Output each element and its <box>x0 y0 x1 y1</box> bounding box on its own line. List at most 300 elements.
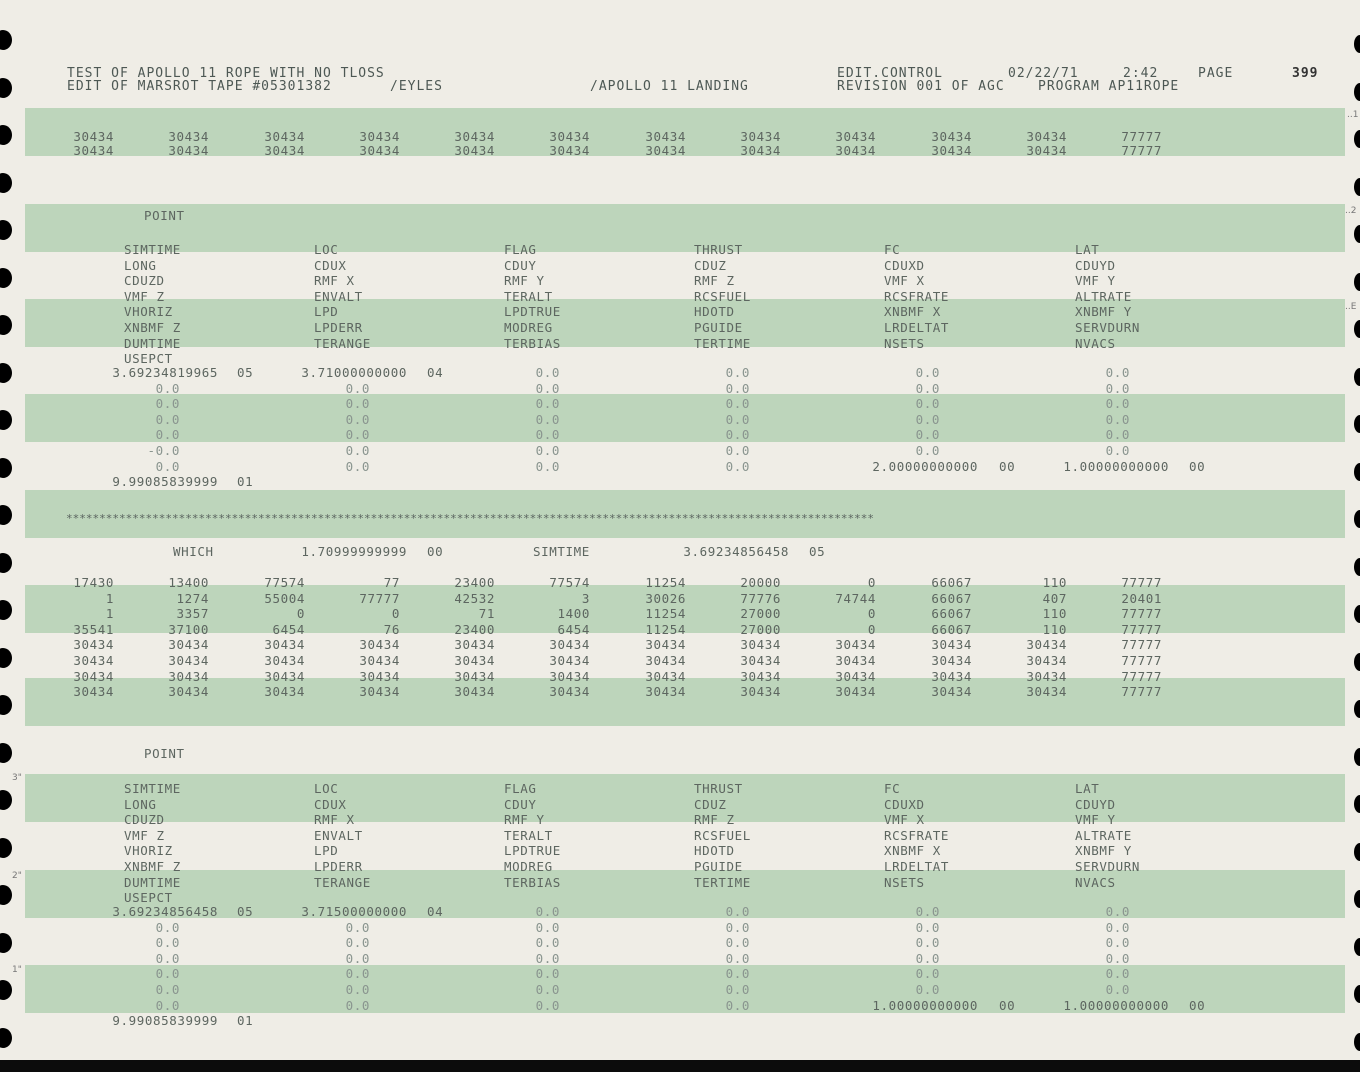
field-label: FLAG <box>504 242 537 257</box>
field-label: USEPCT <box>124 890 173 906</box>
octal-cell: 30434 <box>740 668 781 684</box>
page-bottom-edge <box>0 1060 1360 1072</box>
point-label: POINT <box>144 208 185 223</box>
value-zero: 0.0 <box>1105 966 1130 982</box>
value-zero: 0.0 <box>155 427 180 443</box>
field-label: THRUST <box>694 781 743 796</box>
feed-hole <box>1354 558 1360 576</box>
green-band <box>25 394 1345 442</box>
value-zero: 0.0 <box>345 997 370 1013</box>
field-label: HDOTD <box>694 843 735 859</box>
field-label: LPDTRUE <box>504 843 561 859</box>
field-label: HDOTD <box>694 304 735 320</box>
field-label: CDUZ <box>694 796 727 812</box>
value-simtime: 3.69234856458 <box>112 904 218 919</box>
feed-hole <box>0 220 12 240</box>
field-label: NVACS <box>1075 874 1116 890</box>
value-zero: 0.0 <box>535 919 560 935</box>
value-loc: 3.71000000000 <box>301 365 407 380</box>
feed-hole <box>1354 368 1360 386</box>
field-label: XNBMF X <box>884 304 941 320</box>
octal-cell: 1 <box>105 606 114 622</box>
feed-hole <box>0 410 12 430</box>
octal-cell: 30434 <box>454 653 495 668</box>
field-label: CDUZD <box>124 812 165 828</box>
octal-cell: 11254 <box>645 606 686 622</box>
octal-cell: 30434 <box>1026 684 1067 700</box>
value-dumtime: 9.99085839999 <box>112 474 218 490</box>
feed-hole <box>0 125 12 145</box>
field-label: XNBMF Y <box>1075 304 1132 320</box>
field-label: FLAG <box>504 781 537 796</box>
value-zero: 0.0 <box>155 380 180 396</box>
value-exponent: 05 <box>237 365 254 380</box>
octal-cell: 30434 <box>931 143 972 158</box>
octal-cell: 66067 <box>931 575 972 590</box>
feed-hole <box>0 30 12 50</box>
simtime-value: 3.69234856458 <box>683 544 789 559</box>
margin-mark: 2" <box>12 871 22 881</box>
field-label: RMF Y <box>504 273 545 289</box>
field-label: CDUYD <box>1075 257 1116 273</box>
value-zero: 0.0 <box>345 443 370 458</box>
field-label: LPD <box>314 304 339 320</box>
field-label: XNBMF X <box>884 843 941 859</box>
field-label: RMF Z <box>694 273 735 289</box>
octal-cell: 0 <box>867 606 876 622</box>
value-zero: 0.0 <box>345 935 370 951</box>
octal-cell: 30434 <box>931 653 972 668</box>
octal-cell: 30434 <box>168 637 209 653</box>
value-dumtime: 9.99085839999 <box>112 1013 218 1029</box>
feed-hole <box>1354 890 1360 908</box>
field-label: XNBMF Z <box>124 859 181 874</box>
field-label: CDUXD <box>884 796 925 812</box>
octal-cell: 30434 <box>73 653 114 668</box>
field-label: CDUY <box>504 796 537 812</box>
octal-cell: 3357 <box>176 606 209 622</box>
value-zero: 0.0 <box>725 919 750 935</box>
feed-hole <box>0 743 12 763</box>
value-exponent: 04 <box>427 365 444 380</box>
value-zero: 0.0 <box>155 966 180 982</box>
field-label: LAT <box>1075 781 1100 796</box>
margin-mark: 1" <box>12 965 22 975</box>
field-label: CDUZ <box>694 257 727 273</box>
value-fc: 2.00000000000 <box>872 458 978 474</box>
green-band <box>25 870 1345 918</box>
field-label: TERALT <box>504 827 553 843</box>
octal-cell: 30026 <box>645 590 686 606</box>
value-zero: 0.0 <box>725 935 750 951</box>
octal-cell: 66067 <box>931 606 972 622</box>
octal-cell: 30434 <box>264 129 305 144</box>
value-zero: 0.0 <box>535 365 560 380</box>
octal-cell: 30434 <box>359 129 400 144</box>
field-label: THRUST <box>694 242 743 257</box>
value-zero: 0.0 <box>725 458 750 474</box>
value-zero: 0.0 <box>155 458 180 474</box>
octal-cell: 1274 <box>176 590 209 606</box>
octal-cell: 17430 <box>73 575 114 590</box>
octal-cell: 0 <box>296 606 305 622</box>
field-label: USEPCT <box>124 351 173 367</box>
value-zero: 0.0 <box>725 411 750 427</box>
simtime-label: SIMTIME <box>533 544 590 559</box>
octal-cell: 30434 <box>168 143 209 158</box>
octal-cell: 77777 <box>1121 143 1162 158</box>
field-label: PGUIDE <box>694 859 743 874</box>
margin-mark: ..E <box>1345 302 1357 312</box>
feed-hole <box>1354 653 1360 671</box>
value-zero: 0.0 <box>535 997 560 1013</box>
octal-cell: 110 <box>1042 575 1067 590</box>
field-label: LONG <box>124 796 157 812</box>
value-zero: 0.0 <box>155 396 180 412</box>
octal-cell: 11254 <box>645 621 686 637</box>
field-label: SIMTIME <box>124 781 181 796</box>
octal-cell: 66067 <box>931 621 972 637</box>
value-zero: 0.0 <box>1105 396 1130 412</box>
field-label: ALTRATE <box>1075 827 1132 843</box>
octal-cell: 30434 <box>645 143 686 158</box>
value-fc: 1.00000000000 <box>872 997 978 1013</box>
feed-hole <box>1354 1033 1360 1051</box>
feed-hole <box>1354 748 1360 766</box>
octal-cell: 27000 <box>740 621 781 637</box>
value-zero: 0.0 <box>345 411 370 427</box>
value-lat: 1.00000000000 <box>1063 997 1169 1013</box>
feed-hole <box>0 315 12 335</box>
field-label: LPDTRUE <box>504 304 561 320</box>
octal-cell: 77 <box>383 575 400 590</box>
value-zero: 0.0 <box>915 966 940 982</box>
value-exponent: 00 <box>999 458 1016 474</box>
field-label: FC <box>884 781 901 796</box>
octal-cell: 30434 <box>1026 653 1067 668</box>
octal-cell: 30434 <box>73 129 114 144</box>
value-zero: 0.0 <box>725 982 750 997</box>
header-program: PROGRAM AP11ROPE <box>1038 79 1180 94</box>
header-page-number: 399 <box>1292 66 1319 81</box>
field-label: MODREG <box>504 320 553 335</box>
value-zero: 0.0 <box>1105 427 1130 443</box>
feed-hole <box>1354 35 1360 53</box>
octal-cell: 110 <box>1042 606 1067 622</box>
value-zero: 0.0 <box>915 365 940 380</box>
value-zero: 0.0 <box>345 380 370 396</box>
octal-cell: 30434 <box>168 668 209 684</box>
octal-cell: 35541 <box>73 621 114 637</box>
value-zero: -0.0 <box>147 443 180 458</box>
octal-cell: 77777 <box>1121 606 1162 622</box>
value-zero: 0.0 <box>725 365 750 380</box>
field-label: XNBMF Z <box>124 320 181 335</box>
octal-cell: 30434 <box>264 637 305 653</box>
field-label: TERANGE <box>314 335 371 351</box>
value-zero: 0.0 <box>1105 411 1130 427</box>
feed-hole <box>0 695 12 715</box>
feed-hole <box>1354 415 1360 433</box>
octal-cell: 13400 <box>168 575 209 590</box>
octal-cell: 30434 <box>264 143 305 158</box>
octal-cell: 71 <box>478 606 495 622</box>
field-label: NVACS <box>1075 335 1116 351</box>
field-label: MODREG <box>504 859 553 874</box>
value-zero: 0.0 <box>725 997 750 1013</box>
field-label: RMF Y <box>504 812 545 828</box>
octal-cell: 11254 <box>645 575 686 590</box>
feed-hole <box>1354 225 1360 243</box>
octal-cell: 30434 <box>931 684 972 700</box>
value-zero: 0.0 <box>725 904 750 919</box>
value-zero: 0.0 <box>915 904 940 919</box>
octal-cell: 30434 <box>549 143 590 158</box>
value-zero: 0.0 <box>345 966 370 982</box>
octal-cell: 30434 <box>549 129 590 144</box>
tractor-feed-right <box>1352 0 1360 1060</box>
field-label: LPDERR <box>314 859 363 874</box>
value-zero: 0.0 <box>1105 365 1130 380</box>
octal-cell: 30434 <box>740 637 781 653</box>
value-zero: 0.0 <box>155 919 180 935</box>
feed-hole <box>0 458 12 478</box>
octal-cell: 77574 <box>549 575 590 590</box>
octal-cell: 30434 <box>454 637 495 653</box>
value-exponent: 04 <box>427 904 444 919</box>
field-label: CDUX <box>314 796 347 812</box>
field-label: LRDELTAT <box>884 320 950 335</box>
feed-hole <box>1354 938 1360 956</box>
octal-cell: 6454 <box>557 621 590 637</box>
field-label: VMF Y <box>1075 812 1116 828</box>
value-zero: 0.0 <box>535 380 560 396</box>
octal-cell: 30434 <box>645 653 686 668</box>
point-label: POINT <box>144 746 185 761</box>
field-label: DUMTIME <box>124 335 181 351</box>
value-exponent: 05 <box>809 544 826 559</box>
value-exponent: 01 <box>237 1013 254 1029</box>
octal-cell: 77777 <box>1121 621 1162 637</box>
octal-cell: 30434 <box>73 143 114 158</box>
field-label: CDUXD <box>884 257 925 273</box>
octal-cell: 0 <box>867 621 876 637</box>
field-label: LRDELTAT <box>884 859 950 874</box>
value-zero: 0.0 <box>1105 443 1130 458</box>
field-label: TERANGE <box>314 874 371 890</box>
field-label: LAT <box>1075 242 1100 257</box>
octal-cell: 30434 <box>454 129 495 144</box>
field-label: XNBMF Y <box>1075 843 1132 859</box>
octal-cell: 30434 <box>835 637 876 653</box>
margin-mark: ..1 <box>1347 110 1359 120</box>
octal-cell: 30434 <box>835 143 876 158</box>
field-label: VHORIZ <box>124 304 173 320</box>
value-zero: 0.0 <box>915 982 940 997</box>
field-label: SERVDURN <box>1075 320 1141 335</box>
octal-cell: 1 <box>105 590 114 606</box>
value-zero: 0.0 <box>1105 950 1130 966</box>
field-label: LOC <box>314 781 339 796</box>
header-author: /EYLES <box>390 79 443 94</box>
octal-cell: 30434 <box>1026 129 1067 144</box>
value-zero: 0.0 <box>725 427 750 443</box>
value-zero: 0.0 <box>915 919 940 935</box>
octal-cell: 23400 <box>454 621 495 637</box>
octal-cell: 0 <box>391 606 400 622</box>
header-page-label: PAGE <box>1198 66 1234 81</box>
green-band <box>25 774 1345 822</box>
octal-cell: 30434 <box>359 653 400 668</box>
feed-hole <box>0 268 12 288</box>
feed-hole <box>1354 130 1360 148</box>
value-zero: 0.0 <box>725 966 750 982</box>
value-zero: 0.0 <box>535 443 560 458</box>
header-revision: REVISION 001 OF AGC <box>837 79 1005 94</box>
value-zero: 0.0 <box>535 966 560 982</box>
separator-stars: ************************************************************************************************************************** <box>66 512 874 525</box>
octal-cell: 30434 <box>1026 143 1067 158</box>
octal-cell: 37100 <box>168 621 209 637</box>
field-label: RMF X <box>314 273 355 289</box>
octal-cell: 30434 <box>359 637 400 653</box>
feed-hole <box>0 505 12 525</box>
field-label: NSETS <box>884 874 925 890</box>
value-zero: 0.0 <box>345 458 370 474</box>
octal-cell: 76 <box>383 621 400 637</box>
value-zero: 0.0 <box>915 443 940 458</box>
value-exponent: 01 <box>237 474 254 490</box>
field-label: DUMTIME <box>124 874 181 890</box>
octal-cell: 30434 <box>549 653 590 668</box>
value-zero: 0.0 <box>1105 935 1130 951</box>
value-zero: 0.0 <box>535 904 560 919</box>
field-label: FC <box>884 242 901 257</box>
octal-cell: 77777 <box>359 590 400 606</box>
feed-hole <box>1354 463 1360 481</box>
octal-cell: 77574 <box>264 575 305 590</box>
value-zero: 0.0 <box>535 427 560 443</box>
feed-hole <box>0 790 12 810</box>
value-zero: 0.0 <box>725 380 750 396</box>
value-zero: 0.0 <box>915 380 940 396</box>
octal-cell: 30434 <box>645 684 686 700</box>
field-label: CDUYD <box>1075 796 1116 812</box>
feed-hole <box>0 600 12 620</box>
octal-cell: 20000 <box>740 575 781 590</box>
field-label: RCSFUEL <box>694 288 751 304</box>
feed-hole <box>0 173 12 193</box>
value-zero: 0.0 <box>915 427 940 443</box>
field-label: LPD <box>314 843 339 859</box>
octal-cell: 30434 <box>168 653 209 668</box>
which-value: 1.70999999999 <box>301 544 407 559</box>
feed-hole <box>1354 700 1360 718</box>
octal-cell: 110 <box>1042 621 1067 637</box>
field-label: CDUX <box>314 257 347 273</box>
octal-cell: 30434 <box>454 684 495 700</box>
octal-cell: 30434 <box>835 653 876 668</box>
field-label: RCSFRATE <box>884 827 950 843</box>
field-label: LPDERR <box>314 320 363 335</box>
field-label: VMF Z <box>124 288 165 304</box>
octal-cell: 30434 <box>549 684 590 700</box>
octal-cell: 74744 <box>835 590 876 606</box>
value-zero: 0.0 <box>535 935 560 951</box>
field-label: LOC <box>314 242 339 257</box>
octal-cell: 30434 <box>645 637 686 653</box>
octal-cell: 30434 <box>645 668 686 684</box>
value-zero: 0.0 <box>1105 904 1130 919</box>
octal-cell: 30434 <box>645 129 686 144</box>
field-label: ENVALT <box>314 288 363 304</box>
octal-cell: 77777 <box>1121 684 1162 700</box>
octal-cell: 1400 <box>557 606 590 622</box>
value-zero: 0.0 <box>155 997 180 1013</box>
octal-cell: 30434 <box>835 684 876 700</box>
feed-hole <box>0 933 12 953</box>
feed-hole <box>1354 83 1360 101</box>
margin-mark: ..2 <box>1345 206 1357 216</box>
value-simtime: 3.69234819965 <box>112 365 218 380</box>
margin-mark: 3" <box>12 773 22 783</box>
octal-cell: 77777 <box>1121 575 1162 590</box>
octal-cell: 66067 <box>931 590 972 606</box>
octal-cell: 23400 <box>454 575 495 590</box>
header-time: 2:42 <box>1123 66 1159 81</box>
field-label: ENVALT <box>314 827 363 843</box>
feed-hole <box>0 838 12 858</box>
octal-cell: 77777 <box>1121 653 1162 668</box>
field-label: SERVDURN <box>1075 859 1141 874</box>
field-label: RMF X <box>314 812 355 828</box>
field-label: RCSFUEL <box>694 827 751 843</box>
value-zero: 0.0 <box>915 950 940 966</box>
value-zero: 0.0 <box>345 982 370 997</box>
value-zero: 0.0 <box>725 443 750 458</box>
field-label: VHORIZ <box>124 843 173 859</box>
value-loc: 3.71500000000 <box>301 904 407 919</box>
value-zero: 0.0 <box>345 396 370 412</box>
field-label: TERBIAS <box>504 874 561 890</box>
header-title: TEST OF APOLLO 11 ROPE WITH NO TLOSS <box>67 66 385 81</box>
feed-hole <box>1354 985 1360 1003</box>
feed-hole <box>0 885 12 905</box>
octal-cell: 6454 <box>272 621 305 637</box>
octal-cell: 77777 <box>1121 129 1162 144</box>
value-zero: 0.0 <box>535 458 560 474</box>
octal-cell: 42532 <box>454 590 495 606</box>
field-label: SIMTIME <box>124 242 181 257</box>
value-zero: 0.0 <box>535 411 560 427</box>
value-lat: 1.00000000000 <box>1063 458 1169 474</box>
field-label: PGUIDE <box>694 320 743 335</box>
green-band <box>25 299 1345 347</box>
value-zero: 0.0 <box>725 396 750 412</box>
value-zero: 0.0 <box>155 950 180 966</box>
value-exponent: 00 <box>1189 458 1206 474</box>
field-label: NSETS <box>884 335 925 351</box>
value-exponent: 05 <box>237 904 254 919</box>
octal-cell: 30434 <box>931 668 972 684</box>
feed-hole <box>0 363 12 383</box>
octal-cell: 30434 <box>264 684 305 700</box>
feed-hole <box>0 648 12 668</box>
octal-cell: 30434 <box>264 653 305 668</box>
field-label: CDUZD <box>124 273 165 289</box>
header-tape: EDIT OF MARSROT TAPE #05301382 <box>67 79 332 94</box>
green-band <box>25 204 1345 252</box>
